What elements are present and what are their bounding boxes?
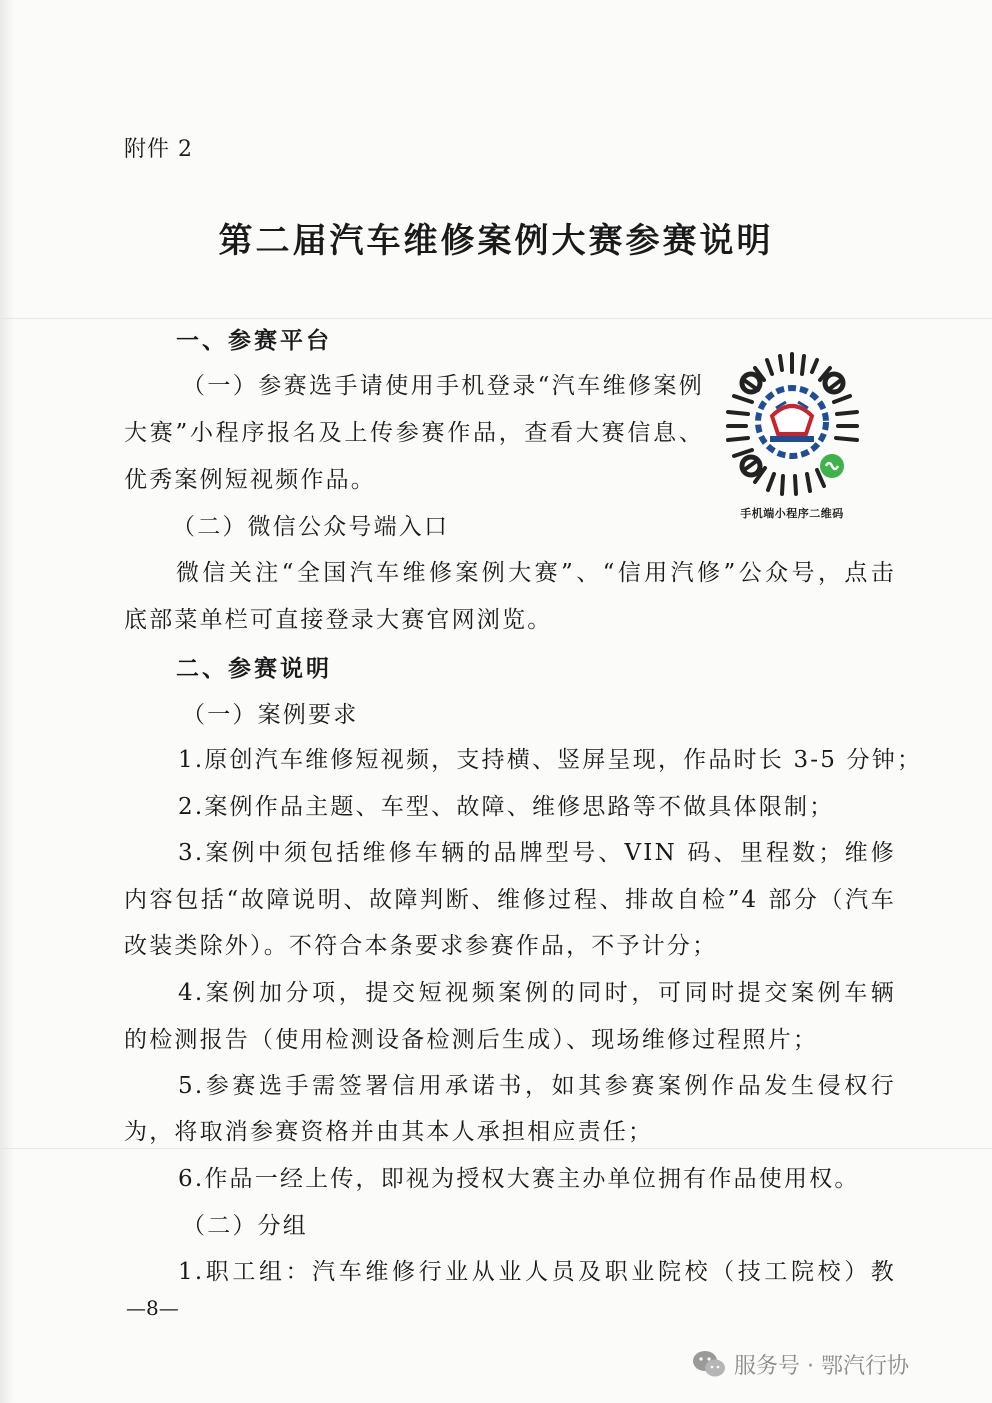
section1-sub2: （二）微信公众号端入口 [172,514,450,540]
section1-heading: 一、参赛平台 [176,328,332,354]
section1-p1-line3: 优秀案例短视频作品。 [124,467,376,493]
group-item-1: 1.职工组：汽车维修行业从业人员及职业院校（技工院校）教 [178,1259,896,1285]
qr-code-graphic [720,350,865,498]
page-number: —8— [126,1296,179,1320]
logo-text-band [770,436,814,442]
requirement-item-5-line2: 为，将取消参赛资格并由其本人承担相应责任； [124,1119,654,1145]
qr-center-gear [758,388,826,456]
requirement-item-3-line1: 3.案例中须包括维修车辆的品牌型号、VIN 码、里程数；维修 [178,840,896,866]
attachment-label: 附件 2 [124,137,193,162]
section2-sub2: （二）分组 [182,1213,308,1239]
mini-program-qr-code [720,350,865,498]
section2-heading: 二、参赛说明 [176,656,332,682]
requirement-item-4-line2: 的检测报告（使用检测设备检测后生成）、现场维修过程照片； [124,1027,819,1053]
wechat-icon [692,1349,726,1379]
scan-artifact-line [0,318,992,319]
section1-p1-line1: （一）参赛选手请使用手机登录“汽车维修案例 [182,373,704,399]
section1-p2-line1: 微信关注“全国汽车维修案例大赛”、“信用汽修”公众号，点击 [176,560,896,586]
requirement-item-2: 2.案例作品主题、车型、故障、维修思路等不做具体限制； [178,794,835,820]
watermark [692,1347,909,1381]
section1-p1-line2: 大赛”小程序报名及上传参赛作品，查看大赛信息、 [124,420,704,446]
qr-caption: 手机端小程序二维码 [740,507,844,520]
scan-edge [0,0,14,1403]
scan-artifact-line [0,1148,992,1149]
requirement-item-1: 1.原创汽车维修短视频，支持横、竖屏呈现，作品时长 3-5 分钟； [178,747,923,773]
requirement-item-5-line1: 5.参赛选手需签署信用承诺书，如其参赛案例作品发生侵权行 [178,1073,896,1099]
requirement-item-3-line2: 内容包括“故障说明、故障判断、维修过程、排故自检”4 部分（汽车 [124,887,896,913]
requirement-item-4-line1: 4.案例加分项，提交短视频案例的同时，可同时提交案例车辆 [178,980,896,1006]
document-title: 第二届汽车维修案例大赛参赛说明 [218,221,774,261]
section1-p2-line2: 底部菜单栏可直接登录大赛官网浏览。 [124,607,553,633]
section2-sub1: （一）案例要求 [182,702,359,728]
requirement-item-6: 6.作品一经上传，即视为授权大赛主办单位拥有作品使用权。 [178,1166,860,1192]
watermark-text: 服务号 · 鄂汽行协 [734,1353,909,1379]
requirement-item-3-line3: 改装类除外）。不符合本条要求参赛作品，不予计分； [124,933,718,959]
